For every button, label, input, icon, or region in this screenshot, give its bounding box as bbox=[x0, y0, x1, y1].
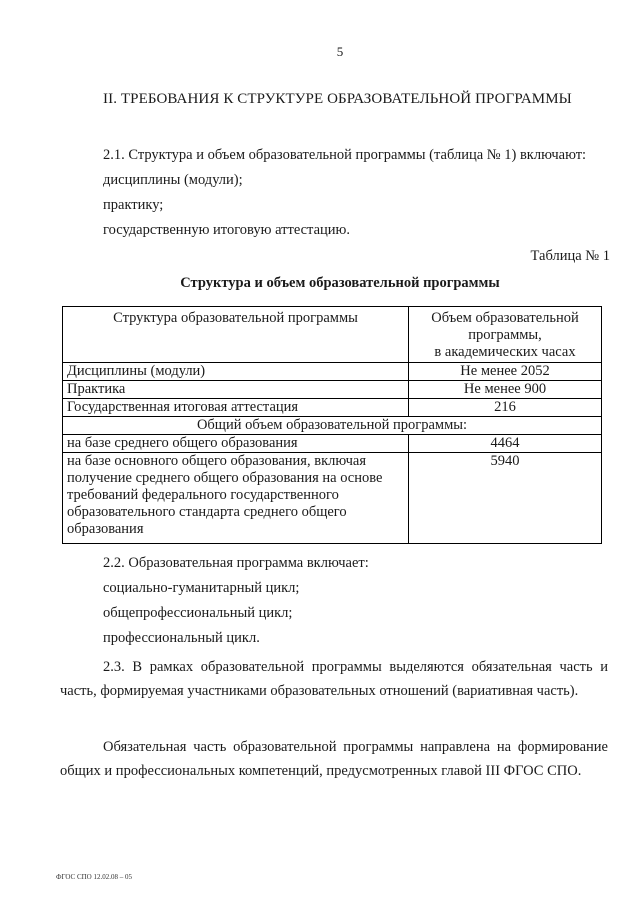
row-value: Не менее 2052 bbox=[409, 363, 602, 381]
page-number: 5 bbox=[336, 44, 344, 59]
table-row bbox=[63, 399, 602, 417]
section-heading: II. ТРЕБОВАНИЯ К СТРУКТУРЕ ОБРАЗОВАТЕЛЬНОЙ ПРОГРАММЫ bbox=[103, 91, 572, 107]
section-2-2-item-general: общепрофессиональный цикл; bbox=[103, 605, 293, 621]
table-row bbox=[63, 381, 602, 399]
section-2-2-line: 2.2. Образовательная программа включает: bbox=[103, 555, 369, 571]
table-row bbox=[63, 453, 602, 544]
document-footer: ФГОС СПО 12.02.08 – 05 bbox=[56, 873, 132, 881]
mandatory-part-paragraph: Обязательная часть образовательной программы направлена на формирование общих и профессиональных компетенций, предусмотренных главой III ФГОС СПО. bbox=[60, 739, 608, 779]
row-value: 5940 bbox=[409, 453, 602, 544]
table-header-structure: Структура образовательной программы bbox=[63, 307, 409, 363]
table-row bbox=[63, 363, 602, 381]
section-2-3-paragraph: 2.3. В рамках образовательной программы выделяются обязательная часть и часть, формируемая участниками образовательных отношений (вариативная часть). bbox=[60, 659, 608, 699]
row-value: Не менее 900 bbox=[409, 381, 602, 399]
section-2-2-item-professional: профессиональный цикл. bbox=[103, 630, 260, 646]
table-caption: Структура и объем образовательной программы bbox=[180, 275, 500, 291]
header-volume-line3: в академических часах bbox=[434, 344, 576, 360]
row-value: 216 bbox=[409, 399, 602, 417]
table-row bbox=[63, 435, 602, 453]
intro-item-disciplines: дисциплины (модули); bbox=[103, 172, 243, 188]
intro-line: 2.1. Структура и объем образовательной программы (таблица № 1) включают: bbox=[103, 147, 587, 163]
row-name: Практика bbox=[63, 381, 409, 399]
header-volume-line2: программы, bbox=[468, 327, 542, 343]
section-2-2-item-social: социально-гуманитарный цикл; bbox=[103, 580, 300, 596]
table-number-label: Таблица № 1 bbox=[530, 248, 610, 264]
table-total-row bbox=[63, 417, 602, 435]
row-name: на базе основного общего образования, включая получение среднего общего образования на основе требований федерального государственного образовательного стандарта среднего общего образования bbox=[63, 453, 409, 544]
table-header-volume bbox=[409, 307, 602, 363]
intro-item-attestation: государственную итоговую аттестацию. bbox=[103, 222, 350, 238]
row-name: Дисциплины (модули) bbox=[63, 363, 409, 381]
structure-table bbox=[62, 306, 602, 544]
row-value: 4464 bbox=[409, 435, 602, 453]
table-header-row bbox=[63, 307, 602, 363]
intro-item-practice: практику; bbox=[103, 197, 164, 213]
row-name: на базе среднего общего образования bbox=[63, 435, 409, 453]
row-name: Государственная итоговая аттестация bbox=[63, 399, 409, 417]
total-volume-label: Общий объем образовательной программы: bbox=[63, 417, 602, 435]
header-volume-line1: Объем образовательной bbox=[431, 310, 579, 326]
